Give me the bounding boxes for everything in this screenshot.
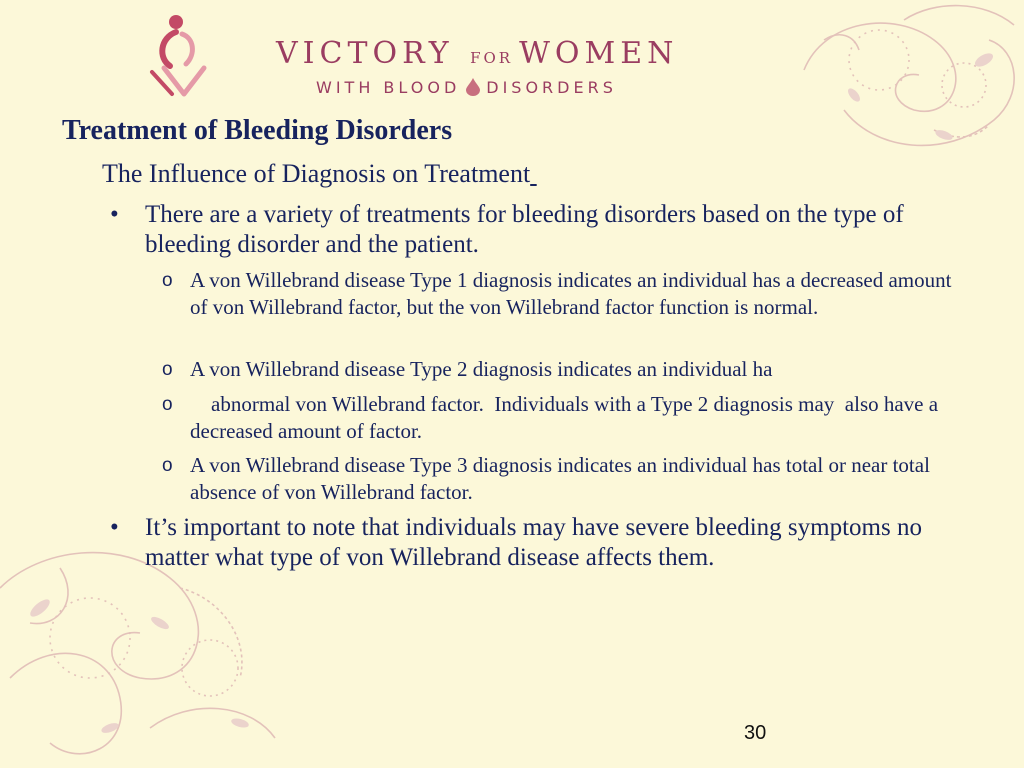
sub-bullet-marker: o <box>162 359 173 380</box>
logo-wordmark-line2: WITH BLOOD DISORDERS <box>316 78 617 97</box>
logo-wordmark-line1: VICTORY FOR WOMEN <box>276 36 679 71</box>
women-figures-logo-icon <box>138 8 230 100</box>
sub-bullet-marker: o <box>162 270 173 291</box>
sub-bullet-text: A von Willebrand disease Type 1 diagnosis indicates an individual has a decreased amount of von Willebrand factor, but the von Willebrand factor function is normal. <box>190 268 952 319</box>
sub-bullet-text: abnormal von Willebrand factor. Individuals with a Type 2 diagnosis may also have a decreased amount of factor. <box>190 392 944 443</box>
bullet-text: There are a variety of treatments for bleeding disorders based on the type of bleeding disorder and the patient. <box>145 201 904 258</box>
bullet-text: It’s important to note that individuals may have severe bleeding symptoms no matter what type of von Willebrand disease affects them. <box>145 514 922 571</box>
sub-bullet-marker: o <box>162 394 173 415</box>
bullet-marker: • <box>110 514 119 541</box>
sub-bullet-marker: o <box>162 455 173 476</box>
bullet-marker: • <box>110 201 119 228</box>
sub-bullet-text: A von Willebrand disease Type 3 diagnosis indicates an individual has total or near total absence of von Willebrand factor. <box>190 453 930 504</box>
subtitle-text: The Influence of Diagnosis on Treatment <box>102 159 531 188</box>
victory-for-women-logo <box>138 8 758 100</box>
page-number: 30 <box>744 722 767 744</box>
slide-subtitle <box>102 158 537 190</box>
slide-title: Treatment of Bleeding Disorders <box>62 115 453 146</box>
floral-ornament-top-right <box>784 0 1024 170</box>
sub-bullet-text: A von Willebrand disease Type 2 diagnosis indicates an individual ha <box>190 357 773 381</box>
blood-drop-icon <box>466 78 480 96</box>
